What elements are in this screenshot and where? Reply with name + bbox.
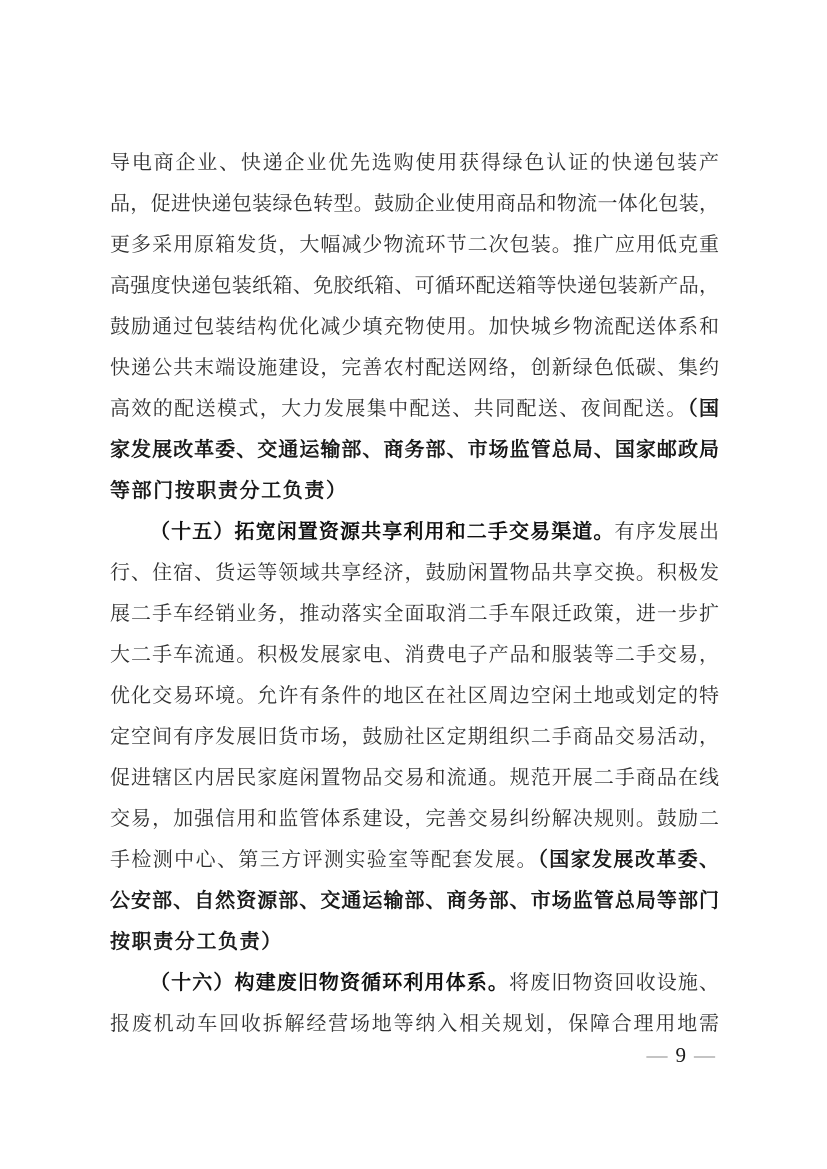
body-text: 高强度快递包装纸箱、免胶纸箱、可循环配送箱等快递包装新产品，	[110, 275, 719, 297]
responsible-departments-text: 按职责分工负责）	[110, 931, 283, 953]
text-line	[110, 430, 719, 471]
text-line	[110, 143, 719, 184]
body-text: 报废机动车回收拆解经营场地等纳入相关规划，保障合理用地需	[110, 1013, 719, 1035]
body-text: 高效的配送模式，大力发展集中配送、共同配送、夜间配送。	[110, 398, 688, 420]
responsible-departments-text: （国	[687, 398, 719, 420]
text-line	[110, 389, 719, 430]
text-line	[110, 307, 719, 348]
text-line	[110, 184, 719, 225]
section-heading-text: （十五）拓宽闲置资源共享利用和二手交易渠道。	[150, 521, 615, 543]
responsible-departments-text: 家发展改革委、交通运输部、商务部、市场监管总局、国家邮政局	[110, 439, 719, 461]
page-number-dash-left: —	[646, 1043, 668, 1067]
text-line	[110, 512, 719, 553]
text-line	[110, 635, 719, 676]
responsible-departments-text: 等部门按职责分工负责）	[110, 480, 348, 502]
body-text: 导电商企业、快递企业优先选购使用获得绿色认证的快递包装产	[110, 152, 719, 174]
text-line	[110, 676, 719, 717]
text-line	[110, 266, 719, 307]
section-heading-text: （十六）构建废旧物资循环利用体系。	[150, 972, 509, 994]
text-line	[110, 348, 719, 389]
responsible-departments-text: 公安部、自然资源部、交通运输部、商务部、市场监管总局等部门	[110, 890, 719, 912]
body-text: 展二手车经销业务，推动落实全面取消二手车限迁政策，进一步扩	[110, 603, 719, 625]
body-text: 促进辖区内居民家庭闲置物品交易和流通。规范开展二手商品在线	[110, 767, 719, 789]
text-line	[110, 553, 719, 594]
text-line	[110, 963, 719, 1004]
page-number	[647, 1042, 716, 1068]
text-line	[110, 225, 719, 266]
text-line	[110, 799, 719, 840]
text-line	[110, 881, 719, 922]
body-text: 鼓励通过包装结构优化减少填充物使用。加快城乡物流配送体系和	[110, 316, 719, 338]
text-line	[110, 758, 719, 799]
body-text: 大二手车流通。积极发展家电、消费电子产品和服装等二手交易，	[110, 644, 719, 666]
body-text: 手检测中心、第三方评测实验室等配套发展。	[110, 849, 538, 871]
text-line	[110, 840, 719, 881]
body-text: 有序发展出	[614, 521, 719, 543]
body-text: 交易，加强信用和监管体系建设，完善交易纠纷解决规则。鼓励二	[110, 808, 719, 830]
text-line	[110, 922, 719, 963]
page-number-value: 9	[675, 1043, 686, 1067]
document-text-block	[110, 143, 719, 1045]
text-line	[110, 471, 719, 512]
responsible-departments-text: （国家发展改革委、	[537, 849, 719, 871]
page-number-dash-right: —	[694, 1043, 715, 1067]
body-text: 将废旧物资回收设施、	[508, 972, 719, 994]
body-text: 优化交易环境。允许有条件的地区在社区周边空闲土地或划定的特	[110, 685, 719, 707]
text-line	[110, 1004, 719, 1045]
body-text: 更多采用原箱发货，大幅减少物流环节二次包装。推广应用低克重	[110, 234, 719, 256]
body-text: 快递公共末端设施建设，完善农村配送网络，创新绿色低碳、集约	[110, 357, 719, 379]
body-text: 行、住宿、货运等领域共享经济，鼓励闲置物品共享交换。积极发	[110, 562, 719, 584]
text-line	[110, 717, 719, 758]
text-line	[110, 594, 719, 635]
body-text: 定空间有序发展旧货市场，鼓励社区定期组织二手商品交易活动，	[110, 726, 719, 748]
body-text: 品，促进快递包装绿色转型。鼓励企业使用商品和物流一体化包装，	[110, 193, 719, 215]
